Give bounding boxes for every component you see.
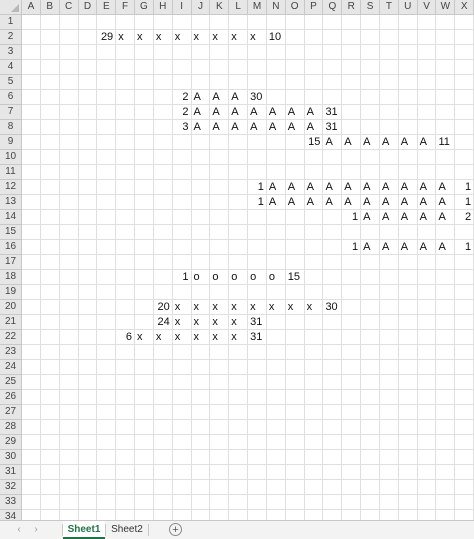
cell-l6[interactable]: A [231, 91, 239, 103]
row-header-13[interactable]: 13 [0, 195, 22, 210]
cell-q20[interactable]: 30 [325, 301, 338, 313]
sheet-tab-bar [0, 520, 474, 539]
cell-p13[interactable]: A [306, 196, 314, 208]
column-gridline [153, 15, 154, 520]
cell-i7[interactable]: 2 [182, 106, 189, 118]
row-header-31[interactable]: 31 [0, 465, 22, 480]
column-gridline [40, 15, 41, 520]
cell-s16[interactable]: A [363, 241, 371, 253]
column-header-j[interactable]: J [192, 0, 211, 15]
row-header-20[interactable]: 20 [0, 300, 22, 315]
cell-q12[interactable]: A [325, 181, 333, 193]
cell-m6[interactable]: 30 [250, 91, 263, 103]
row-header-32[interactable]: 32 [0, 480, 22, 495]
column-header-b[interactable]: B [41, 0, 60, 15]
cell-n20[interactable]: x [268, 301, 275, 313]
row-header-1[interactable]: 1 [0, 15, 22, 30]
cell-o18[interactable]: 15 [287, 271, 300, 283]
row-gridline [22, 479, 474, 480]
row-header-17[interactable]: 17 [0, 255, 22, 270]
row-header-19[interactable]: 19 [0, 285, 22, 300]
row-header-4[interactable]: 4 [0, 60, 22, 75]
column-header-h[interactable]: H [154, 0, 173, 15]
row-gridline [22, 509, 474, 510]
cell-n8[interactable]: A [268, 121, 277, 133]
row-header-33[interactable]: 33 [0, 495, 22, 510]
row-header-2[interactable]: 2 [0, 30, 22, 45]
cell-e2[interactable]: 29 [100, 31, 114, 43]
cell-x14[interactable]: 2 [465, 211, 472, 223]
cell-u9[interactable]: A [400, 136, 409, 148]
column-header-u[interactable]: U [399, 0, 418, 15]
cell-w9[interactable]: 11 [438, 136, 450, 148]
cell-n18[interactable]: o [268, 271, 276, 283]
cell-s12[interactable]: A [363, 181, 371, 193]
column-header-g[interactable]: G [135, 0, 154, 15]
column-gridline [322, 15, 323, 520]
cell-k8[interactable]: A [212, 121, 220, 133]
row-gridline [22, 449, 474, 450]
cell-w14[interactable]: A [438, 211, 446, 223]
row-header-22[interactable]: 22 [0, 330, 22, 345]
column-gridline [341, 15, 342, 520]
cell-s14[interactable]: A [363, 211, 371, 223]
select-all-corner[interactable] [0, 0, 22, 15]
cell-j2[interactable]: x [193, 31, 200, 43]
row-header-14[interactable]: 14 [0, 210, 22, 225]
row-header-23[interactable]: 23 [0, 345, 22, 360]
cell-j8[interactable]: A [193, 121, 201, 133]
cell-s13[interactable]: A [363, 196, 371, 208]
cell-q8[interactable]: 31 [325, 121, 338, 133]
cell-k7[interactable]: A [212, 106, 220, 118]
cell-l20[interactable]: x [231, 301, 237, 313]
cell-l21[interactable]: x [231, 316, 237, 328]
cell-i2[interactable]: x [174, 31, 181, 43]
cell-v14[interactable]: A [419, 211, 427, 223]
row-gridline [22, 359, 474, 360]
next-sheet-arrow-icon[interactable]: › [34, 524, 38, 535]
cell-h22[interactable]: x [155, 331, 162, 343]
cell-l8[interactable]: A [231, 121, 239, 133]
cell-m13[interactable]: 1 [257, 196, 264, 208]
row-header-3[interactable]: 3 [0, 45, 22, 60]
column-header-o[interactable]: O [286, 0, 305, 15]
cell-r12[interactable]: A [344, 181, 352, 193]
row-header-16[interactable]: 16 [0, 240, 22, 255]
cell-h2[interactable]: x [155, 31, 162, 43]
cell-i8[interactable]: 3 [182, 121, 189, 133]
tab-divider [148, 524, 149, 536]
cell-w13[interactable]: A [438, 196, 446, 208]
cell-i20[interactable]: x [174, 301, 181, 313]
cell-j6[interactable]: A [193, 91, 201, 103]
column-header-p[interactable]: P [305, 0, 324, 15]
cell-i18[interactable]: 1 [182, 271, 189, 283]
cell-k21[interactable]: x [212, 316, 218, 328]
cell-n12[interactable]: A [268, 181, 277, 193]
cell-r13[interactable]: A [344, 196, 352, 208]
column-gridline [285, 15, 286, 520]
cell-j20[interactable]: x [193, 301, 200, 313]
row-header-9[interactable]: 9 [0, 135, 22, 150]
prev-sheet-arrow-icon[interactable]: ‹ [17, 524, 21, 535]
column-gridline [59, 15, 60, 520]
row-gridline [22, 434, 474, 435]
cell-x12[interactable]: 1 [465, 181, 472, 193]
cell-t16[interactable]: A [381, 241, 390, 253]
row-header-8[interactable]: 8 [0, 120, 22, 135]
cell-l18[interactable]: o [231, 271, 238, 283]
row-gridline [22, 59, 474, 60]
column-header-l[interactable]: L [229, 0, 248, 15]
cell-f2[interactable]: x [118, 31, 124, 43]
row-header-12[interactable]: 12 [0, 180, 22, 195]
cell-m18[interactable]: o [250, 271, 257, 283]
column-gridline [360, 15, 361, 520]
cell-i21[interactable]: x [174, 316, 181, 328]
cell-q13[interactable]: A [325, 196, 333, 208]
cell-w16[interactable]: A [438, 241, 446, 253]
cell-v9[interactable]: A [419, 136, 427, 148]
row-header-30[interactable]: 30 [0, 450, 22, 465]
cell-v13[interactable]: A [419, 196, 427, 208]
cell-q9[interactable]: A [325, 136, 333, 148]
cell-p20[interactable]: x [306, 301, 313, 313]
cell-t14[interactable]: A [381, 211, 390, 223]
column-gridline [454, 15, 455, 520]
cell-x16[interactable]: 1 [465, 241, 472, 253]
column-header-n[interactable]: N [267, 0, 286, 15]
cell-s9[interactable]: A [363, 136, 371, 148]
row-gridline [22, 419, 474, 420]
cell-j18[interactable]: o [193, 271, 200, 283]
column-header-x[interactable]: X [455, 0, 474, 15]
cell-m22[interactable]: 31 [250, 331, 263, 343]
row-header-29[interactable]: 29 [0, 435, 22, 450]
column-header-v[interactable]: V [418, 0, 437, 15]
column-header-d[interactable]: D [79, 0, 98, 15]
column-header-f[interactable]: F [116, 0, 135, 15]
cell-u13[interactable]: A [400, 196, 409, 208]
column-header-c[interactable]: C [60, 0, 79, 15]
row-gridline [22, 404, 474, 405]
row-header-10[interactable]: 10 [0, 150, 22, 165]
cell-l2[interactable]: x [231, 31, 237, 43]
cell-u14[interactable]: A [400, 211, 409, 223]
column-header-q[interactable]: Q [323, 0, 342, 15]
cell-w12[interactable]: A [438, 181, 446, 193]
cell-k20[interactable]: x [212, 301, 218, 313]
cell-g22[interactable]: x [137, 331, 143, 343]
row-header-11[interactable]: 11 [0, 165, 22, 180]
cell-k22[interactable]: x [212, 331, 218, 343]
cell-f22[interactable]: 6 [125, 331, 133, 343]
column-header-s[interactable]: S [361, 0, 380, 15]
column-header-i[interactable]: I [173, 0, 192, 15]
cell-t9[interactable]: A [381, 136, 390, 148]
tab-sheet1[interactable]: Sheet1 [63, 521, 105, 539]
cell-m20[interactable]: x [250, 301, 256, 313]
row-header-28[interactable]: 28 [0, 420, 22, 435]
cell-r9[interactable]: A [344, 136, 352, 148]
cell-k6[interactable]: A [212, 91, 220, 103]
cell-n2[interactable]: 10 [268, 31, 282, 43]
cell-g2[interactable]: x [137, 31, 143, 43]
row-header-34[interactable]: 34 [0, 510, 22, 520]
cell-o7[interactable]: A [287, 106, 296, 118]
row-gridline [22, 74, 474, 75]
column-gridline [115, 15, 116, 520]
column-gridline [78, 15, 79, 520]
cell-o8[interactable]: A [287, 121, 296, 133]
cell-o13[interactable]: A [287, 196, 296, 208]
column-header-k[interactable]: K [210, 0, 229, 15]
cell-m12[interactable]: 1 [257, 181, 264, 193]
cell-j21[interactable]: x [193, 316, 200, 328]
row-gridline [22, 464, 474, 465]
cell-i6[interactable]: 2 [182, 91, 189, 103]
cell-k18[interactable]: o [212, 271, 219, 283]
row-header-7[interactable]: 7 [0, 105, 22, 120]
add-sheet-plus-icon[interactable]: + [169, 523, 182, 536]
column-gridline [398, 15, 399, 520]
cell-m2[interactable]: x [250, 31, 256, 43]
column-gridline [304, 15, 305, 520]
cell-p12[interactable]: A [306, 181, 314, 193]
cell-x13[interactable]: 1 [465, 196, 472, 208]
row-header-6[interactable]: 6 [0, 90, 22, 105]
cell-m21[interactable]: 31 [250, 316, 263, 328]
row-header-27[interactable]: 27 [0, 405, 22, 420]
cell-h20[interactable]: 20 [157, 301, 170, 313]
tab-sheet2[interactable]: Sheet2 [111, 524, 143, 535]
column-gridline [266, 15, 267, 520]
cell-r14[interactable]: 1 [351, 211, 359, 223]
cell-u16[interactable]: A [400, 241, 409, 253]
cell-p9[interactable]: 15 [308, 136, 321, 148]
cell-h21[interactable]: 24 [157, 316, 170, 328]
row-header-24[interactable]: 24 [0, 360, 22, 375]
cell-l22[interactable]: x [231, 331, 237, 343]
row-header-18[interactable]: 18 [0, 270, 22, 285]
column-gridline [96, 15, 97, 520]
select-all-triangle-icon [11, 4, 19, 12]
cell-i22[interactable]: x [174, 331, 181, 343]
cell-j7[interactable]: A [193, 106, 201, 118]
column-gridline [379, 15, 380, 520]
cell-n7[interactable]: A [268, 106, 277, 118]
column-gridline [435, 15, 436, 520]
cell-v16[interactable]: A [419, 241, 427, 253]
column-header-m[interactable]: M [248, 0, 267, 15]
cell-r16[interactable]: 1 [351, 241, 359, 253]
cell-p7[interactable]: A [306, 106, 314, 118]
cell-t13[interactable]: A [381, 196, 390, 208]
column-header-r[interactable]: R [342, 0, 361, 15]
column-header-w[interactable]: W [436, 0, 455, 15]
row-header-5[interactable]: 5 [0, 75, 22, 90]
row-gridline [22, 374, 474, 375]
row-gridline [22, 389, 474, 390]
cell-q7[interactable]: 31 [325, 106, 338, 118]
cell-v12[interactable]: A [419, 181, 427, 193]
cell-m8[interactable]: A [250, 121, 258, 133]
column-header-e[interactable]: E [97, 0, 116, 15]
row-gridline [22, 494, 474, 495]
cell-l7[interactable]: A [231, 106, 239, 118]
cell-m7[interactable]: A [250, 106, 258, 118]
column-header-a[interactable]: A [22, 0, 41, 15]
row-header-26[interactable]: 26 [0, 390, 22, 405]
cell-t12[interactable]: A [381, 181, 390, 193]
cell-j22[interactable]: x [193, 331, 200, 343]
cell-o12[interactable]: A [287, 181, 296, 193]
row-header-25[interactable]: 25 [0, 375, 22, 390]
cell-n13[interactable]: A [268, 196, 277, 208]
cell-o20[interactable]: x [287, 301, 294, 313]
cell-k2[interactable]: x [212, 31, 218, 43]
cell-u12[interactable]: A [400, 181, 409, 193]
row-gridline [22, 164, 474, 165]
row-header-15[interactable]: 15 [0, 225, 22, 240]
column-gridline [417, 15, 418, 520]
column-header-t[interactable]: T [380, 0, 399, 15]
row-header-21[interactable]: 21 [0, 315, 22, 330]
column-gridline [134, 15, 135, 520]
cell-p8[interactable]: A [306, 121, 314, 133]
